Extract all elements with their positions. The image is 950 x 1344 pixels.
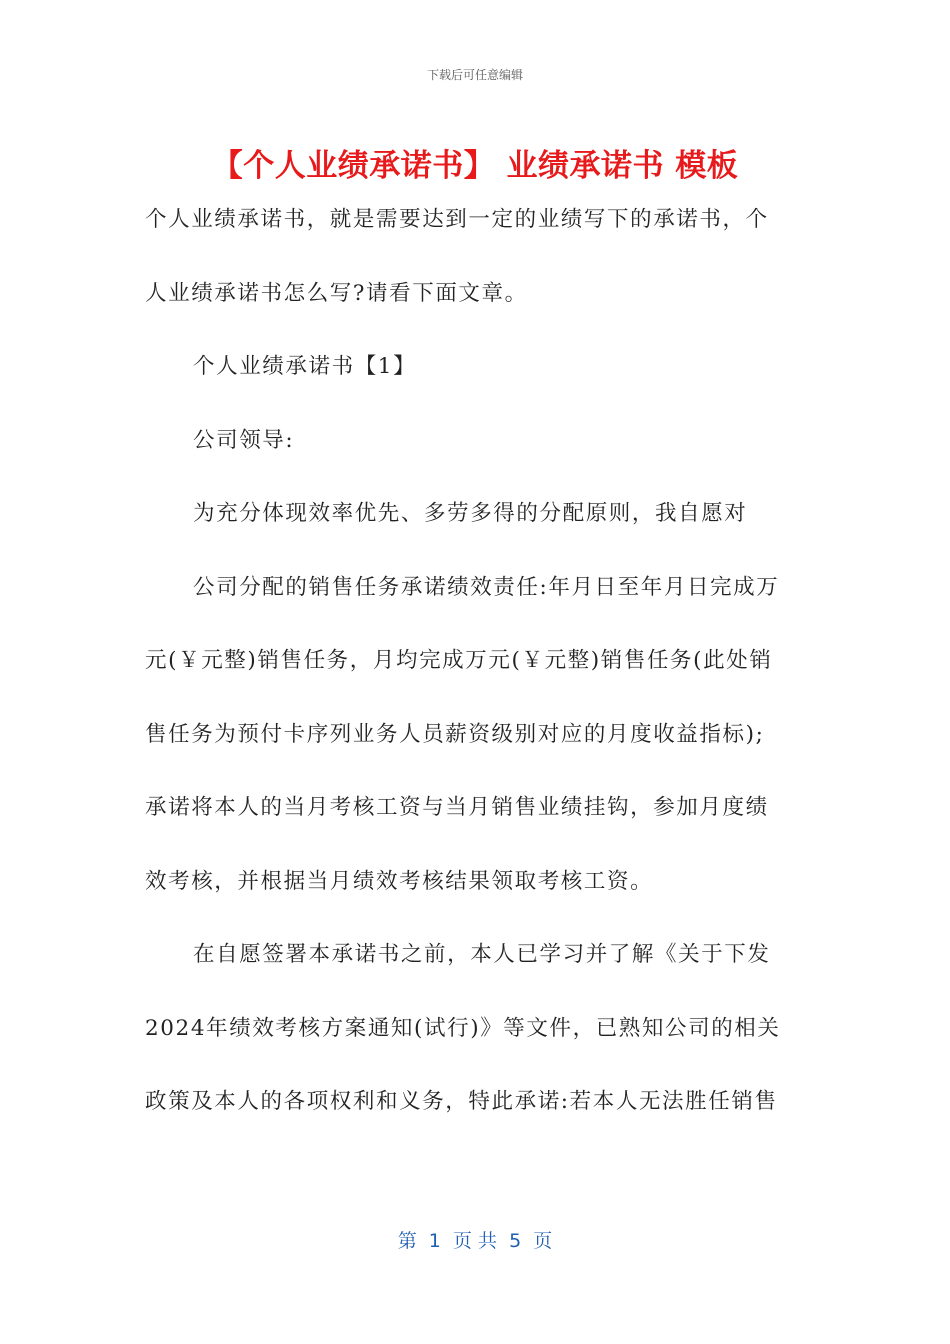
body-line: 2024年绩效考核方案通知(试行)》等文件，已熟知公司的相关 xyxy=(145,1015,781,1041)
body-line: 个人业绩承诺书，就是需要达到一定的业绩写下的承诺书，个 xyxy=(145,207,769,232)
body-line: 元(￥元整)销售任务，月均完成万元(￥元整)销售任务(此处销 xyxy=(145,648,773,673)
header-note: 下载后可任意编辑 xyxy=(426,68,523,82)
section-heading: 个人业绩承诺书【1】 xyxy=(193,354,417,379)
body-line: 为充分体现效率优先、多劳多得的分配原则，我自愿对 xyxy=(193,501,748,526)
body-line: 效考核，并根据当月绩效考核结果领取考核工资。 xyxy=(145,868,654,894)
salutation: 公司领导: xyxy=(193,427,295,453)
body-line: 公司分配的销售任务承诺绩效责任:年月日至年月日完成万 xyxy=(193,574,780,600)
body-line: 政策及本人的各项权利和义务，特此承诺:若本人无法胜任销售 xyxy=(145,1089,778,1114)
page-number-footer: 第 1 页 共 5 页 xyxy=(397,1230,553,1252)
body-line: 人业绩承诺书怎么写?请看下面文章。 xyxy=(145,280,528,306)
body-line: 承诺将本人的当月考核工资与当月销售业绩挂钩，参加月度绩 xyxy=(145,795,769,820)
body-line: 售任务为预付卡序列业务人员薪资级别对应的月度收益指标); xyxy=(145,721,765,747)
document-body xyxy=(145,196,805,1152)
body-line: 在自愿签署本承诺书之前，本人已学习并了解《关于下发 xyxy=(193,942,771,967)
document-title: 【个人业绩承诺书】 业绩承诺书 模板 xyxy=(211,148,739,184)
